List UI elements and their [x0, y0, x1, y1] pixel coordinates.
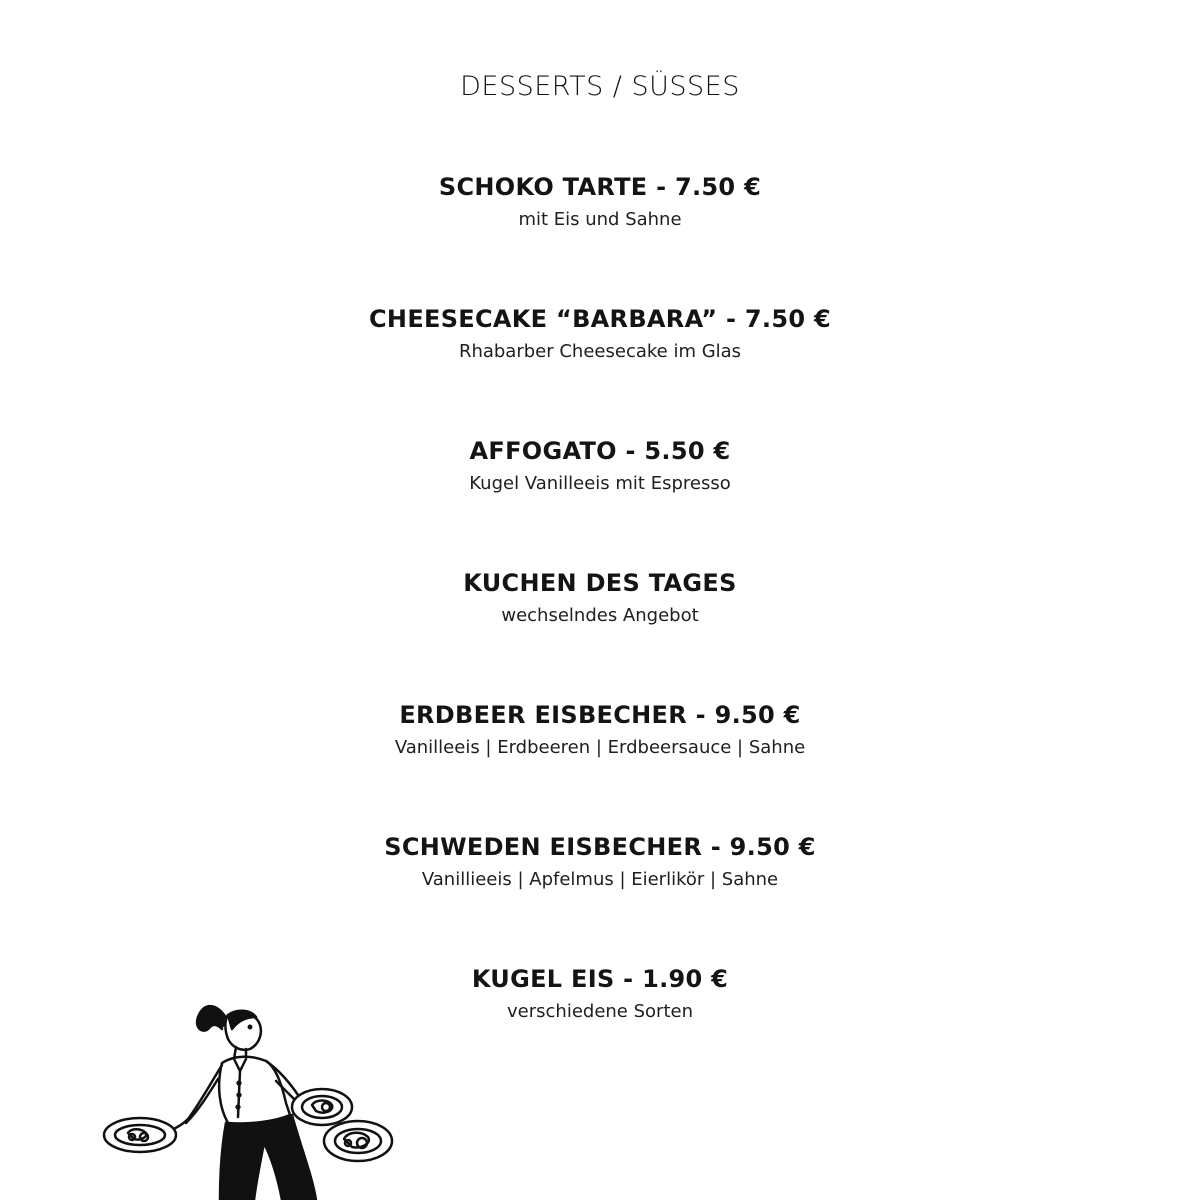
menu-item-kuchen-des-tages	[0, 568, 1200, 628]
menu-item-name: KUCHEN DES TAGES	[463, 569, 737, 597]
menu-item-schoko-tarte	[0, 172, 1200, 232]
menu-item-description: wechselndes Angebot	[501, 605, 699, 626]
menu-item-name: SCHWEDEN EISBECHER - 9.50 €	[384, 833, 816, 861]
menu-item-erdbeer-eisbecher	[0, 700, 1200, 760]
menu-item-schweden-eisbecher	[0, 832, 1200, 892]
menu-title: DESSERTS / SÜSSES	[460, 71, 740, 102]
menu-item-name: ERDBEER EISBECHER - 9.50 €	[399, 701, 801, 729]
menu-item-cheesecake	[0, 304, 1200, 364]
menu-item-description: verschiedene Sorten	[507, 1001, 693, 1022]
waitress-with-plates-icon	[100, 995, 400, 1200]
menu-item-description: Vanillieeis | Apfelmus | Eierlikör | Sahne	[421, 869, 779, 890]
menu-item-description: Vanilleeis | Erdbeeren | Erdbeersauce | Sahne	[394, 737, 806, 758]
menu-item-name: AFFOGATO - 5.50 €	[469, 437, 731, 465]
menu-item-description: Kugel Vanilleeis mit Espresso	[469, 473, 731, 494]
menu-item-affogato	[0, 436, 1200, 496]
menu-item-description: mit Eis und Sahne	[518, 209, 682, 230]
menu-item-name: KUGEL EIS - 1.90 €	[471, 965, 729, 993]
menu-item-description: Rhabarber Cheesecake im Glas	[458, 341, 742, 362]
menu-item-name: SCHOKO TARTE - 7.50 €	[438, 173, 762, 201]
menu-item-name: CHEESECAKE “BARBARA” - 7.50 €	[369, 305, 831, 333]
